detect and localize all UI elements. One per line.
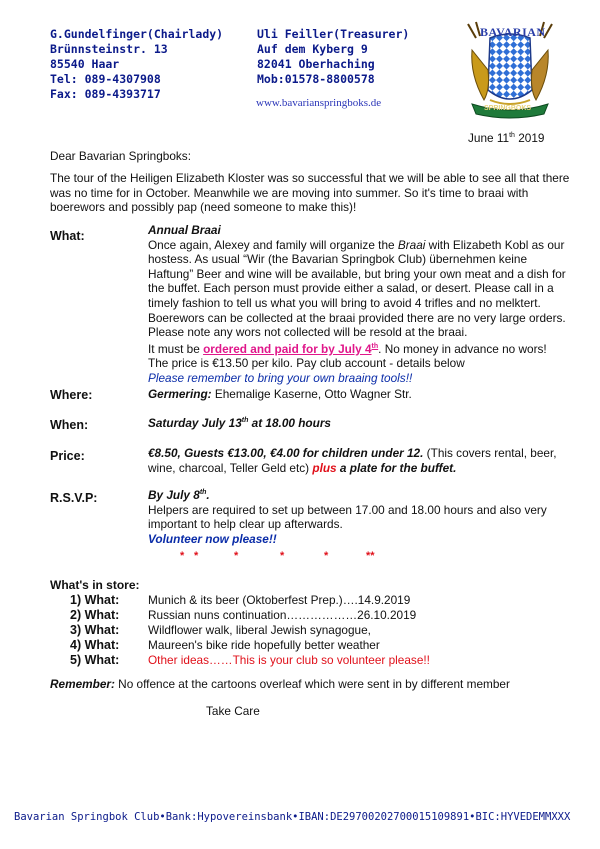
price-note: (This covers rental, beer, wine, charcoal, Teller Geld etc) (148, 446, 557, 475)
text: . No money in advance no wors! The price is €13.50 per kilo. Pay club account - details below (148, 341, 547, 371)
when-sup: th (241, 417, 249, 424)
price-plus: plus (312, 460, 337, 475)
rsvp-text (148, 486, 568, 546)
when-date: Saturday July 13 (148, 415, 242, 430)
treasurer-contact (257, 27, 409, 87)
item-number: 2) (70, 608, 82, 622)
rsvp-label: R.S.V.P: (50, 491, 98, 505)
price-text (148, 446, 568, 475)
text: Once again, Alexey and family will organize the (148, 237, 398, 252)
item-number: 3) (70, 623, 82, 637)
contact-line: Brünnsteinstr. 13 (50, 42, 168, 56)
where-address: Ehemalige Kaserne, Otto Wagner Str. (211, 387, 412, 401)
remember-text: No offence at the cartoons overleaf which were sent in by different member (114, 677, 510, 691)
contact-line: Auf dem Kyberg 9 (257, 42, 368, 56)
contact-line: Mob:01578-8800578 (257, 72, 375, 86)
text: By July 8 (148, 487, 200, 502)
contact-line: Fax: 089-4393717 (50, 87, 161, 101)
contact-line: Tel: 089-4307908 (50, 72, 161, 86)
item-text: Other ideas……This is your club so volunteer please!! (148, 653, 430, 667)
item-label: What: (84, 623, 120, 637)
helpers-note: Helpers are required to set up between 17.00 and 18.00 hours and also very important to help clear up afterwards. (148, 502, 547, 532)
letter-date (468, 131, 544, 145)
contact-line: G.Gundelfinger(Chairlady) (50, 27, 224, 41)
website-link[interactable]: www.bavarianspringboks.de (256, 97, 382, 109)
contact-line: 82041 Oberhaching (257, 57, 375, 71)
item-label: What: (84, 608, 120, 622)
item-number: 4) (70, 638, 82, 652)
price-label: Price: (50, 449, 85, 463)
closing: Take Care (206, 704, 260, 718)
price-end: a plate for the buffet. (336, 460, 457, 475)
contact-line: Uli Feiller(Treasurer) (257, 27, 410, 41)
item-number: 1) (70, 593, 82, 607)
order-deadline-sup: th (371, 342, 379, 350)
star: * (180, 550, 185, 562)
logo-banner: SPRINGBOKS (484, 105, 532, 112)
braai-tools-reminder: Please remember to bring your own braaing tools!! (148, 370, 413, 385)
when-text (148, 414, 568, 431)
text: . (206, 487, 210, 502)
what-paragraph-2: Boerewors can be collected at the braai provided there are no very large orders. Please note any wors not collected will be resold at the braai. (148, 310, 566, 340)
star: * (234, 550, 239, 562)
where-label: Where: (50, 388, 93, 402)
item-text: Maureen's bike ride hopefully better weather (148, 638, 380, 652)
separator-stars (0, 550, 600, 564)
what-paragraph-1 (148, 238, 568, 311)
volunteer-call: Volunteer now please!! (148, 531, 277, 546)
remember-label: Remember: (50, 677, 115, 691)
item-label: What: (84, 653, 120, 667)
what-title: Annual Braai (148, 223, 221, 237)
what-paragraph-3 (148, 340, 568, 371)
sup: th (199, 489, 207, 496)
in-store-title: What's in store: (50, 578, 140, 592)
item-text: Munich & its beer (Oktoberfest Prep.)….14.9.2019 (148, 593, 411, 607)
rsvp-deadline (148, 486, 568, 503)
price-amounts: €8.50, Guests €13.00, €4.00 for children under 12. (148, 446, 424, 460)
star: * (194, 550, 199, 562)
date-text: June 11 (468, 131, 510, 145)
text: with Elizabeth Kobl as our hostess. As usual “Wir (the Bavarian Springbok Club) übernehmen keine Haftung” Beer and wine will be available, but bring your own meat and a dish for the buffet. Each person must provide either a salad, or desert. Please call in a timely fashion to tell us what you will bring to avoid 4 trifles and no melktert. (148, 237, 566, 310)
remember-note (50, 677, 510, 691)
star: * (280, 550, 285, 562)
date-sup: th (509, 132, 515, 140)
order-deadline: ordered and paid for by July 4 (203, 341, 372, 356)
club-logo (450, 20, 570, 122)
star: ** (366, 550, 375, 562)
item-label: What: (84, 593, 120, 607)
what-section (148, 223, 568, 385)
date-year: 2019 (518, 131, 545, 145)
when-label: When: (50, 418, 89, 432)
where-text (148, 387, 568, 402)
bank-footer: Bavarian Springbok Club•Bank:Hypovereinsbank•IBAN:DE29700202700015109891•BIC:HYVEDEMMXXX (14, 811, 571, 823)
logo-title: BAVARIAN (480, 25, 546, 39)
item-label: What: (84, 638, 120, 652)
braai-word: Braai (397, 237, 426, 252)
where-place: Germering: (148, 387, 212, 401)
contact-line: 85540 Haar (50, 57, 120, 71)
when-time: at 18.00 hours (248, 415, 331, 430)
what-label: What: (50, 229, 85, 243)
star: * (324, 550, 329, 562)
item-text: Russian nuns continuation………………26.10.2019 (148, 608, 417, 622)
text: It must be (148, 341, 204, 356)
item-number: 5) (70, 653, 82, 667)
item-text: Wildflower walk, liberal Jewish synagogue, (148, 623, 371, 637)
greeting: Dear Bavarian Springboks: (50, 149, 191, 163)
chairlady-contact (50, 27, 223, 102)
intro-paragraph: The tour of the Heiligen Elizabeth Kloster was so successful that we will be able to see all that there was no time for in October. Meanwhile we are moving into summer. So it's time to braai with boerewors and possibly pap (need someone to make this)! (50, 171, 570, 215)
